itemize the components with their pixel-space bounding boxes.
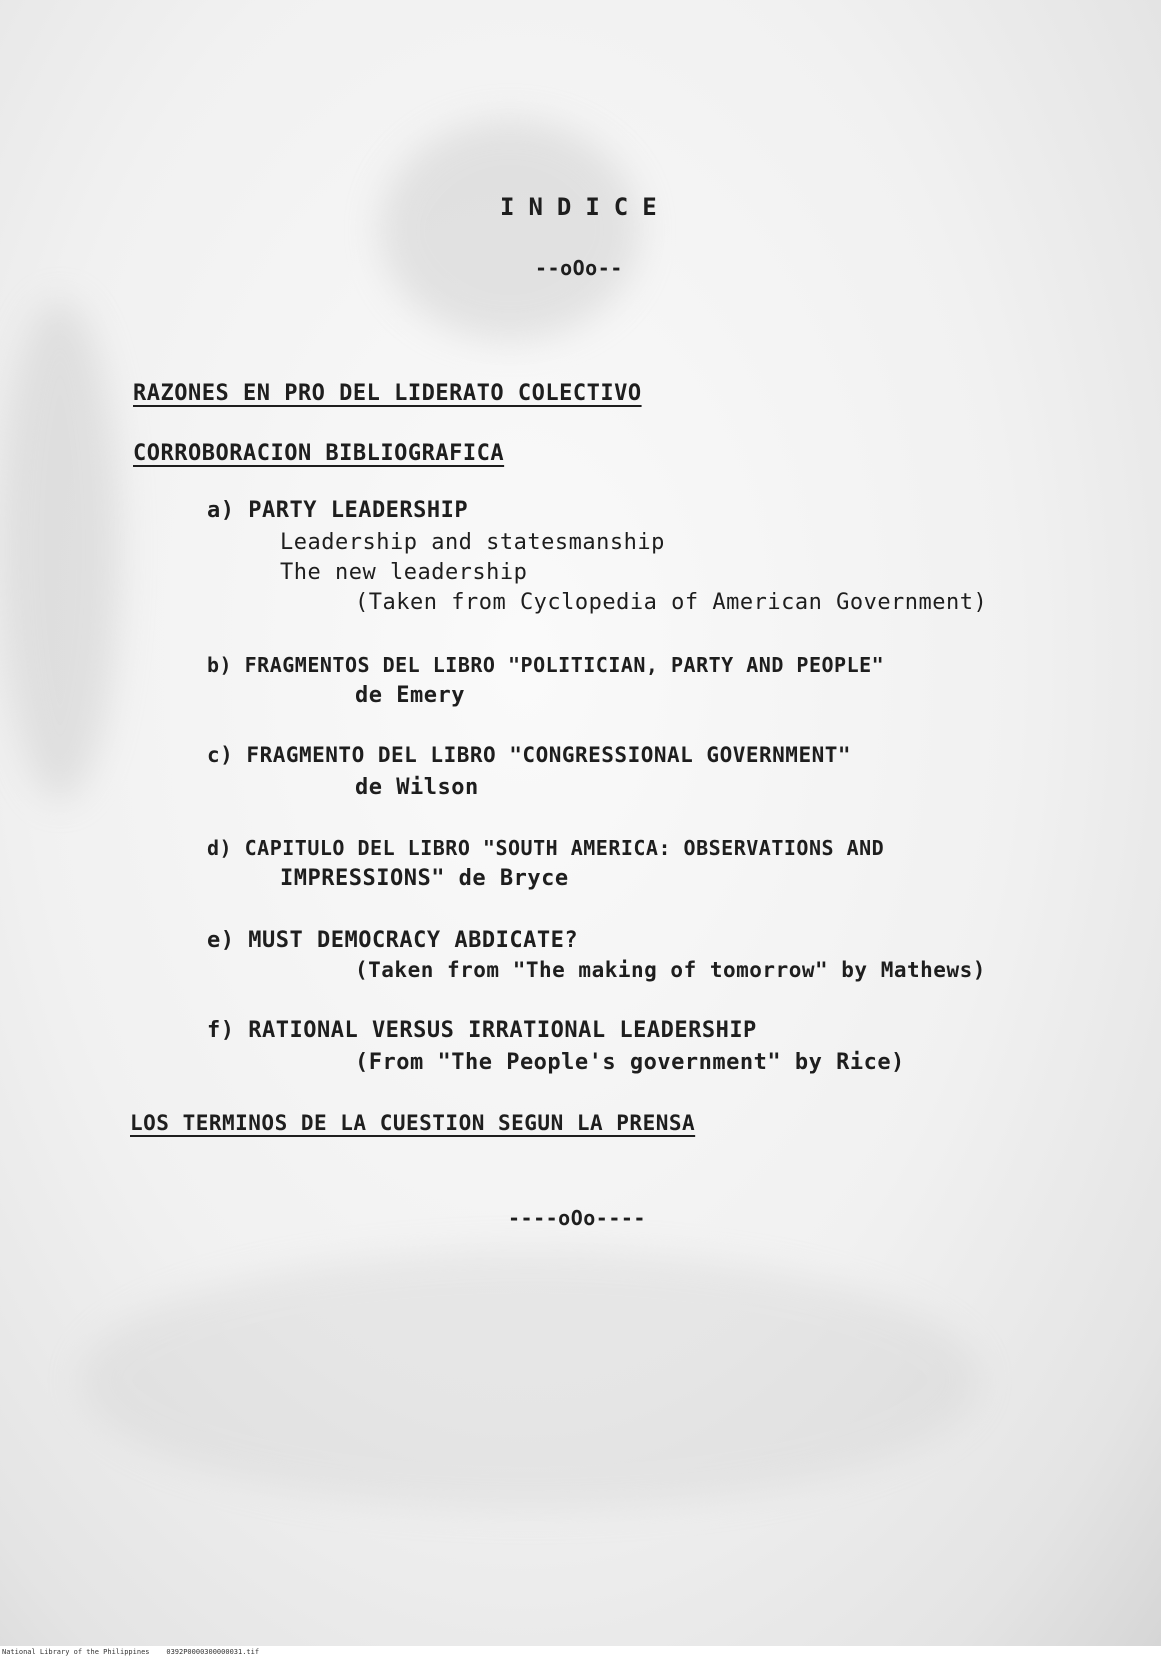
item-c-label: c) FRAGMENTO DEL LIBRO "CONGRESSIONAL GOVERNMENT" xyxy=(207,743,852,767)
item-a-source: (Taken from Cyclopedia of American Government) xyxy=(355,590,988,615)
item-a-line: Leadership and statesmanship xyxy=(280,530,665,555)
paper-stain xyxy=(0,300,120,800)
item-a-label: a) PARTY LEADERSHIP xyxy=(207,498,469,523)
item-e-source: (Taken from "The making of tomorrow" by Mathews) xyxy=(355,958,986,982)
section-heading-los-terminos: LOS TERMINOS DE LA CUESTION SEGUN LA PRENSA xyxy=(130,1111,696,1135)
paper-stain xyxy=(80,1250,980,1510)
section-heading-corroboracion: CORROBORACION BIBLIOGRAFICA xyxy=(133,441,505,466)
paper-stain xyxy=(380,120,640,340)
item-f-source: (From "The People's government" by Rice) xyxy=(355,1050,905,1075)
separator-top: --oOo-- xyxy=(535,256,623,280)
section-heading-razones: RAZONES EN PRO DEL LIDERATO COLECTIVO xyxy=(133,381,642,406)
document-title: INDICE xyxy=(500,193,671,221)
archive-footer: National Library of the Philippines 0392P0000300000031.tif xyxy=(0,1646,1161,1658)
item-c-author: de Wilson xyxy=(355,775,479,800)
item-f-label: f) RATIONAL VERSUS IRRATIONAL LEADERSHIP xyxy=(207,1018,757,1043)
item-b-author: de Emery xyxy=(355,683,465,708)
item-a-line: The new leadership xyxy=(280,560,528,585)
item-b-label: b) FRAGMENTOS DEL LIBRO "POLITICIAN, PARTY AND PEOPLE" xyxy=(207,653,885,677)
item-e-label: e) MUST DEMOCRACY ABDICATE? xyxy=(207,928,579,953)
separator-bottom: ----oOo---- xyxy=(508,1206,646,1230)
item-d-label: d) CAPITULO DEL LIBRO "SOUTH AMERICA: OBSERVATIONS AND xyxy=(207,836,885,860)
item-d-author: IMPRESSIONS" de Bryce xyxy=(280,866,569,891)
